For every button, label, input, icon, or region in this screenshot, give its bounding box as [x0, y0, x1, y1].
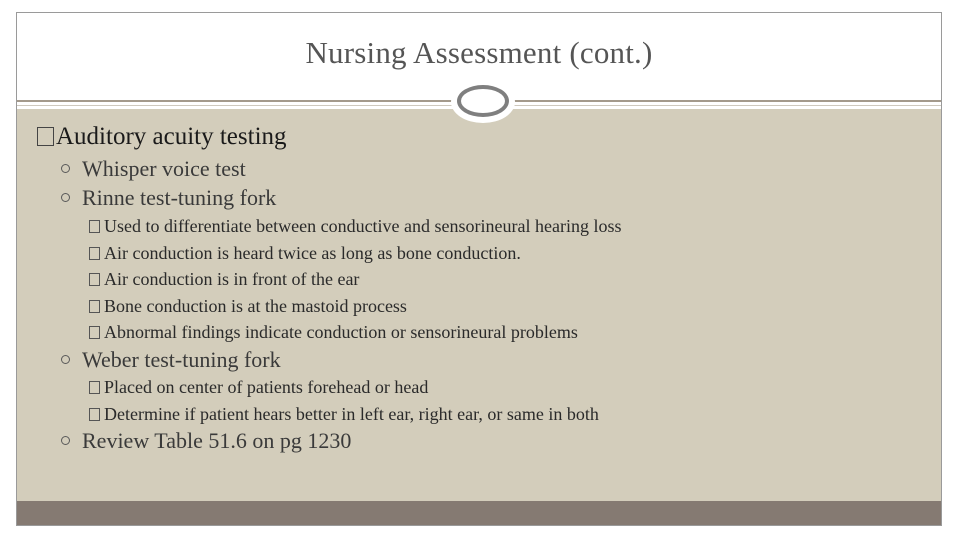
slide: [16, 12, 942, 526]
sub-list-item: [89, 404, 599, 425]
bottom-bar: [17, 501, 941, 525]
list-item: [61, 156, 246, 182]
circle-bullet-icon: [61, 436, 70, 445]
list-item: [61, 347, 281, 373]
box-bullet-icon: [37, 127, 54, 146]
sub-list-item-label: Determine if patient hears better in left ear, right ear, or same in both: [104, 404, 599, 424]
sub-list-item: [89, 296, 407, 317]
sub-list-item: [89, 269, 359, 290]
list-item-label: Review Table 51.6 on pg 1230: [82, 428, 352, 453]
sub-list-item-label: Air conduction is in front of the ear: [104, 269, 360, 289]
sub-list-item: [89, 377, 428, 398]
square-bullet-icon: [89, 381, 100, 394]
sub-list-item-label: Abnormal findings indicate conduction or sensorineural problems: [104, 322, 578, 342]
sub-list-item-label: Air conduction is heard twice as long as bone conduction.: [104, 243, 521, 263]
square-bullet-icon: [89, 273, 100, 286]
list-item-label: Whisper voice test: [82, 156, 246, 181]
sub-list-item-label: Bone conduction is at the mastoid process: [104, 296, 407, 316]
list-item: [61, 185, 276, 211]
square-bullet-icon: [89, 247, 100, 260]
circle-bullet-icon: [61, 164, 70, 173]
slide-title: Nursing Assessment (cont.): [305, 35, 653, 70]
heading-text: Auditory acuity testing: [56, 123, 287, 150]
circle-bullet-icon: [61, 193, 70, 202]
square-bullet-icon: [89, 220, 100, 233]
square-bullet-icon: [89, 408, 100, 421]
circle-bullet-icon: [61, 355, 70, 364]
sub-list-item: [89, 216, 622, 237]
sub-list-item: [89, 322, 578, 343]
square-bullet-icon: [89, 300, 100, 313]
sub-list-item-label: Used to differentiate between conductive and sensorineural hearing loss: [104, 216, 622, 236]
square-bullet-icon: [89, 326, 100, 339]
heading-auditory-acuity: [37, 123, 287, 151]
sub-list-item: [89, 243, 521, 264]
sub-list-item-label: Placed on center of patients forehead or head: [104, 377, 429, 397]
list-item: [61, 428, 351, 454]
ring-ornament-icon: [457, 85, 509, 117]
list-item-label: Rinne test-tuning fork: [82, 185, 277, 210]
list-item-label: Weber test-tuning fork: [82, 347, 281, 372]
